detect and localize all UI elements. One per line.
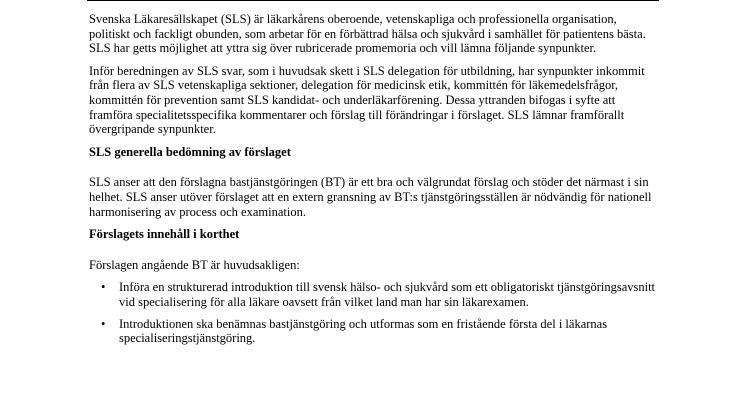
section-heading-proposal-summary: Förslagets innehåll i korthet (89, 227, 240, 242)
intro-paragraph-1: Svenska Läkaresällskapet (SLS) är läkarkårens oberoende, vetenskapliga och professionella organisation, politiskt och fackligt obunden, som arbetar för en förbättrad hälsa och sjukvård i samhället för patientens bästa. SLS har getts möjlighet att yttra sig över rubricerade promemoria och vill lämna följande synpunkter. (89, 12, 646, 56)
list-item (89, 317, 659, 346)
proposal-bullet-list (89, 280, 659, 345)
list-item-text: Införa en strukturerad introduktion till svensk hälso- och sjukvård som ett obligatoriskt tjänstgöringsavsnitt vid specialisering för alla läkare oavsett från vilket land man har sin läkarexamen. (119, 280, 656, 309)
proposal-summary-intro: Förslagen angående BT är huvudsakligen: (89, 257, 300, 272)
general-assessment-paragraph: SLS anser att den förslagna bastjänstgöringen (BT) är ett bra och välgrundat förslag och stöder det närmast i sin helhet. SLS anser utöver förslaget att en extern gransning av BT:s tjänstgöringsställen är nödvändig för nationell harmonisering av process och examination. (89, 175, 652, 219)
section-heading-general-assessment: SLS generella bedömning av förslaget (89, 144, 291, 159)
intro-paragraph-2: Inför beredningen av SLS svar, som i huvudsak skett i SLS delegation för utbildning, har synpunkter inkommit från flera av SLS vetenskapliga sektioner, delegation för medicinsk etik, kommittén för läkemedelsfrågor, kommittén för prevention samt SLS kandidat- och underläkarförening. Dessa yttranden bifogas i syfte att framföra specialitetsspecifika kommentarer och förslag till förändringar i förslaget. SLS lämnar framförallt övergripande synpunkter. (89, 63, 645, 137)
header-rule (87, 0, 659, 1)
bullet-icon: • (101, 280, 106, 295)
list-item-text: Introduktionen ska benämnas bastjänstgöring och utformas som en fristående första del i läkarnas specialiseringstjänstgöring. (119, 316, 608, 346)
document-body (89, 12, 659, 353)
bullet-icon: • (101, 316, 106, 331)
list-item (89, 280, 659, 309)
